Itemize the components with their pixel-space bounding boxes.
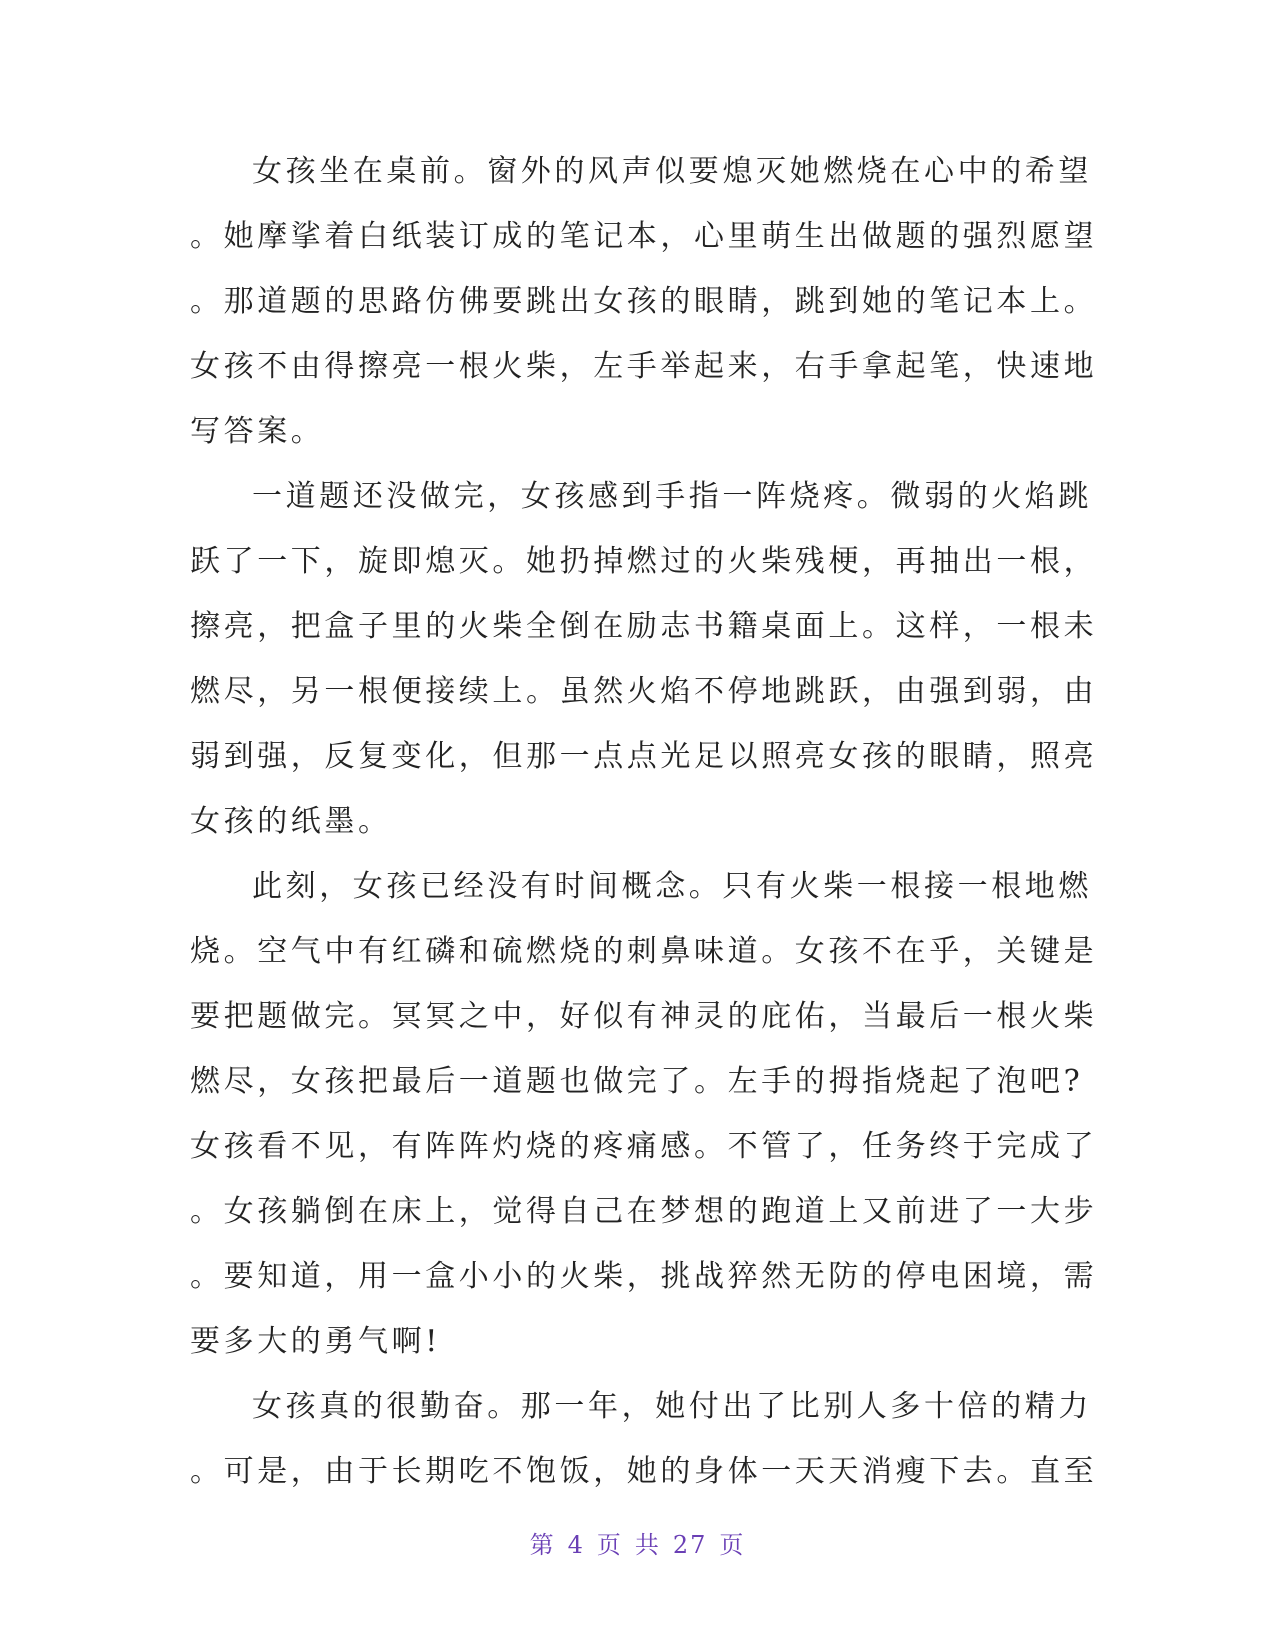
text-line: 女孩看不见，有阵阵灼烧的疼痛感。不管了，任务终于完成了 xyxy=(190,1129,1098,1164)
text-line: 燃尽，另一根便接续上。虽然火焰不停地跳跃，由强到弱，由 xyxy=(190,674,1098,709)
text-line: 写答案。 xyxy=(190,414,325,449)
text-line: 烧。空气中有红磷和硫燃烧的刺鼻味道。女孩不在乎，关键是 xyxy=(190,934,1098,969)
text-line: 擦亮，把盒子里的火柴全倒在励志书籍桌面上。这样，一根未 xyxy=(190,609,1098,644)
footer-label-page-unit: 页 xyxy=(596,1531,623,1559)
text-line: 要多大的勇气啊! xyxy=(190,1324,441,1359)
page-number-footer xyxy=(0,1525,1275,1560)
total-page-count: 27 xyxy=(672,1531,708,1559)
text-line: 燃尽，女孩把最后一道题也做完了。左手的拇指烧起了泡吧? xyxy=(190,1064,1084,1099)
footer-label-total-unit: 页 xyxy=(719,1531,746,1559)
text-line: 要把题做完。冥冥之中，好似有神灵的庇佑，当最后一根火柴 xyxy=(190,999,1098,1034)
text-line: 女孩的纸墨。 xyxy=(190,804,392,839)
text-line: 。要知道，用一盒小小的火柴，挑战猝然无防的停电困境，需 xyxy=(190,1259,1098,1294)
footer-label-page: 第 xyxy=(529,1531,556,1559)
body-text xyxy=(190,139,1098,1504)
text-line: 跃了一下，旋即熄灭。她扔掉燃过的火柴残梗，再抽出一根， xyxy=(190,544,1098,579)
text-line: 。那道题的思路仿佛要跳出女孩的眼睛，跳到她的笔记本上。 xyxy=(190,284,1098,319)
text-line: 弱到强，反复变化，但那一点点光足以照亮女孩的眼睛，照亮 xyxy=(190,739,1098,774)
footer-label-total: 共 xyxy=(634,1531,661,1559)
text-line: 。可是，由于长期吃不饱饭，她的身体一天天消瘦下去。直至 xyxy=(190,1454,1098,1489)
text-line: 。女孩躺倒在床上，觉得自己在梦想的跑道上又前进了一大步 xyxy=(190,1194,1098,1229)
current-page-number: 4 xyxy=(567,1531,585,1559)
text-line: 。她摩挲着白纸装订成的笔记本，心里萌生出做题的强烈愿望 xyxy=(190,219,1098,254)
text-line: 女孩不由得擦亮一根火柴，左手举起来，右手拿起笔，快速地 xyxy=(190,349,1098,384)
text-line: 女孩真的很勤奋。那一年，她付出了比别人多十倍的精力 xyxy=(252,1389,1092,1424)
text-line: 女孩坐在桌前。窗外的风声似要熄灭她燃烧在心中的希望 xyxy=(252,154,1092,189)
text-line: 一道题还没做完，女孩感到手指一阵烧疼。微弱的火焰跳 xyxy=(252,479,1092,514)
text-line: 此刻，女孩已经没有时间概念。只有火柴一根接一根地燃 xyxy=(252,869,1092,904)
